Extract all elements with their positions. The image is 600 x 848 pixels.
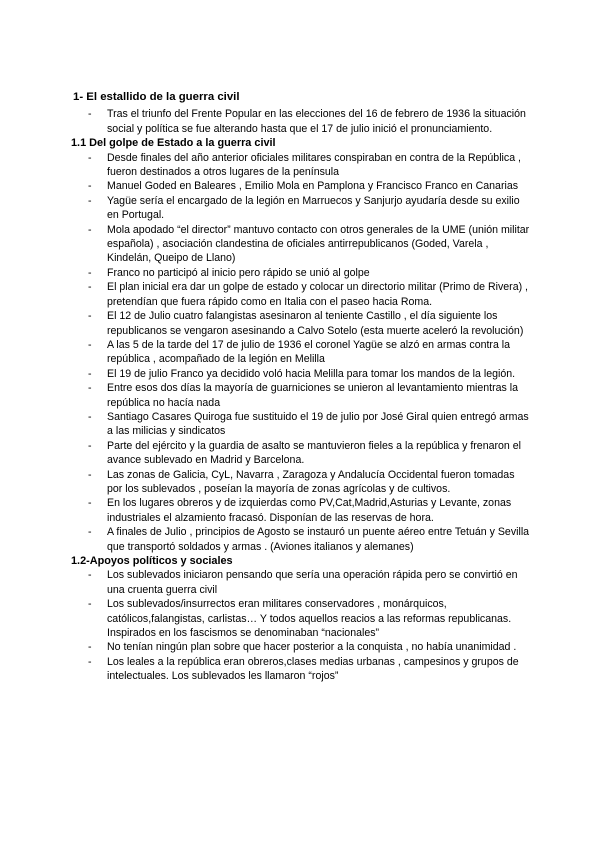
list-item bbox=[71, 496, 531, 525]
list-item bbox=[71, 223, 531, 266]
bullet-dash-icon: - bbox=[88, 108, 92, 121]
bullet-dash-icon: - bbox=[88, 569, 92, 582]
list-item-text: Manuel Goded en Baleares , Emilio Mola en Pamplona y Francisco Franco en Canarias bbox=[107, 180, 519, 193]
list-item bbox=[71, 597, 531, 640]
list-item-text: En los lugares obreros y de izquierdas como PV,Cat,Madrid,Asturias y Levante, zonas industriales el alzamiento fracasó. Disponían de las reservas de hora. bbox=[107, 497, 512, 524]
list-item-text: A finales de Julio , principios de Agosto se instauró un puente aéreo entre Tetuán y Sevilla que transportó soldados y armas . (Aviones italianos y alemanes) bbox=[107, 526, 530, 553]
list-item-text: El 12 de Julio cuatro falangistas asesinaron al teniente Castillo , el día siguiente los republicanos se vengaron asesinando a Calvo Sotelo (esta muerte aceleró la revolución) bbox=[107, 310, 524, 337]
bullet-dash-icon: - bbox=[88, 382, 92, 395]
list-item bbox=[71, 439, 531, 468]
bullet-dash-icon: - bbox=[88, 338, 92, 351]
list-item bbox=[71, 381, 531, 410]
section-heading-1-1: 1.1 Del golpe de Estado a la guerra civil bbox=[71, 137, 276, 150]
list-item-text: Desde finales del año anterior oficiales militares conspiraban en contra de la República , fueron destinados a otros lugares de la península bbox=[107, 151, 521, 179]
list-item-text: Los sublevados iniciaron pensando que sería una operación rápida pero se convirtió en una cruenta guerra civil bbox=[107, 569, 518, 596]
list-item-text: Los sublevados/insurrectos eran militares conservadores , monárquicos, católicos,falangistas, carlistas… Y todos aquellos reacios a las reformas republicanas. Inspirados en los fascismos se denominaban “nacionales” bbox=[107, 598, 512, 640]
list-item-text: El 19 de julio Franco ya decidido voló hacia Melilla para tomar los mandos de la legión. bbox=[107, 367, 516, 380]
list-item-text: Franco no participó al inicio pero rápido se unió al golpe bbox=[107, 266, 370, 279]
bullet-dash-icon: - bbox=[88, 367, 92, 380]
list-item-text: Mola apodado “el director” mantuvo contacto con otros generales de la UME (unión militar española) , asociación clandestina de oficiales antirrepublicanos (Goded, Varela , Kindelán, Queipo de Llano) bbox=[107, 223, 530, 265]
main-heading: 1- El estallido de la guerra civil bbox=[73, 91, 240, 103]
section-1-1-list bbox=[71, 151, 531, 554]
list-item-text: Tras el triunfo del Frente Popular en las elecciones del 16 de febrero de 1936 la situación social y política se fue alterando hasta que el 17 de julio inició el pronunciamiento. bbox=[107, 108, 526, 135]
list-item bbox=[71, 640, 531, 654]
bullet-dash-icon: - bbox=[88, 468, 92, 481]
bullet-dash-icon: - bbox=[88, 151, 92, 164]
list-item-text: Parte del ejército y la guardia de asalto se mantuvieron fieles a la república y frenaron el avance sublevado en Madrid y Barcelona. bbox=[107, 439, 521, 467]
list-item-text: Yagüe sería el encargado de la legión en Marruecos y Sanjurjo ayudaría desde su exilio en Portugal. bbox=[107, 194, 520, 222]
list-item bbox=[71, 525, 531, 554]
list-item bbox=[71, 179, 531, 193]
bullet-dash-icon: - bbox=[88, 410, 92, 423]
list-item bbox=[71, 151, 531, 180]
intro-list bbox=[71, 107, 531, 136]
bullet-dash-icon: - bbox=[88, 497, 92, 510]
list-item bbox=[71, 655, 531, 684]
document-body bbox=[71, 90, 531, 684]
list-item-text: Los leales a la república eran obreros,clases medias urbanas , campesinos y grupos de intelectuales. Los sublevados les llamaron “rojos” bbox=[107, 655, 519, 683]
bullet-dash-icon: - bbox=[88, 223, 92, 236]
list-item bbox=[71, 107, 531, 136]
list-item bbox=[71, 280, 531, 309]
list-item-text: No tenían ningún plan sobre que hacer posterior a la conquista , no había unanimidad . bbox=[107, 641, 517, 654]
list-item-text: A las 5 de la tarde del 17 de julio de 1936 el coronel Yagüe se alzó en armas contra la república , acompañado de la legión en Melilla bbox=[107, 338, 511, 366]
bullet-dash-icon: - bbox=[88, 439, 92, 452]
list-item-text: El plan inicial era dar un golpe de estado y colocar un directorio militar (Primo de Rivera) , pretendían que fuera rápido como en Italia con el paseo hacia Roma. bbox=[107, 281, 529, 308]
list-item bbox=[71, 266, 531, 280]
list-item bbox=[71, 309, 531, 338]
list-item bbox=[71, 338, 531, 367]
bullet-dash-icon: - bbox=[88, 281, 92, 294]
list-item bbox=[71, 568, 531, 597]
list-item-text: Las zonas de Galicia, CyL, Navarra , Zaragoza y Andalucía Occidental fueron tomadas por los sublevados , poseían la mayoría de zonas agrícolas y de cultivos. bbox=[107, 468, 515, 495]
bullet-dash-icon: - bbox=[88, 310, 92, 323]
list-item bbox=[71, 468, 531, 497]
bullet-dash-icon: - bbox=[88, 266, 92, 279]
bullet-dash-icon: - bbox=[88, 194, 92, 207]
section-1-2-list bbox=[71, 568, 531, 683]
section-heading-1-2: 1.2-Apoyos políticos y sociales bbox=[71, 555, 233, 567]
bullet-dash-icon: - bbox=[88, 655, 92, 668]
bullet-dash-icon: - bbox=[88, 641, 92, 654]
list-item-text: Entre esos dos días la mayoría de guarniciones se unieron al levantamiento mientras la república no hacía nada bbox=[107, 382, 519, 409]
bullet-dash-icon: - bbox=[88, 526, 92, 539]
bullet-dash-icon: - bbox=[88, 180, 92, 193]
list-item bbox=[71, 367, 531, 381]
list-item-text: Santiago Casares Quiroga fue sustituido el 19 de julio por José Giral quien entregó armas a las milicias y sindicatos bbox=[107, 410, 529, 438]
list-item bbox=[71, 410, 531, 439]
bullet-dash-icon: - bbox=[88, 598, 92, 611]
list-item bbox=[71, 194, 531, 223]
